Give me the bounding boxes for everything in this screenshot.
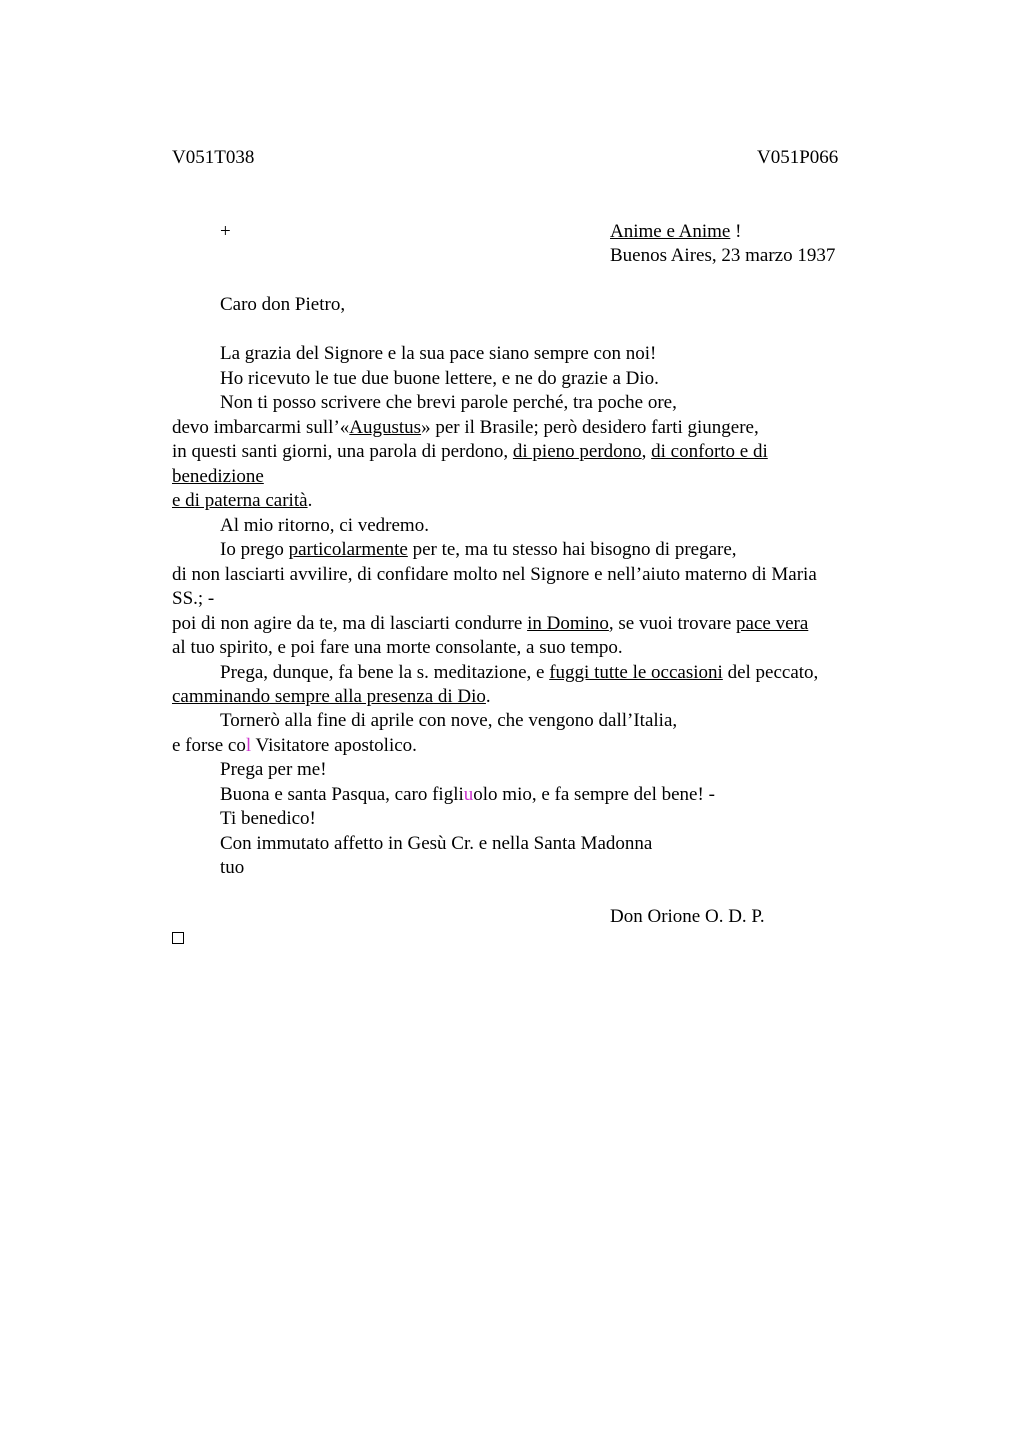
text-span: per te, ma tu stesso hai bisogno di pregare, xyxy=(407,539,737,560)
body-line: Ho ricevuto le tue due buone lettere, e ne do grazie a Dio. xyxy=(220,368,659,389)
highlighted-letter: u xyxy=(463,784,474,805)
text-span: Buona e santa Pasqua, caro figli xyxy=(220,784,464,805)
body-line: Tornerò alla fine di aprile con nove, che vengono dall’Italia, xyxy=(220,710,678,731)
body-line xyxy=(172,489,312,513)
underlined-phrase: e di paterna carità xyxy=(172,490,308,511)
body-line: Prega per me! xyxy=(220,759,327,780)
text-span: . xyxy=(307,490,313,511)
text-span: . xyxy=(485,686,491,707)
text-span: olo mio, e fa sempre del bene! - xyxy=(473,784,715,805)
body-line xyxy=(220,661,818,685)
text-span: Prega, dunque, fa bene la s. meditazione, e xyxy=(220,662,550,683)
body-line xyxy=(172,465,264,489)
body-line: Ti benedico! xyxy=(220,808,316,829)
body-line: La grazia del Signore e la sua pace siano sempre con noi! xyxy=(220,343,657,364)
body-line xyxy=(172,416,759,440)
text-span: , se vuoi trovare xyxy=(608,613,737,634)
text-span: in questi santi giorni, una parola di perdono, xyxy=(172,441,513,462)
underlined-phrase: camminando sempre alla presenza di Dio xyxy=(172,686,486,707)
text-span: Visitatore apostolico. xyxy=(251,735,417,756)
body-line xyxy=(172,440,768,464)
body-line: al tuo spirito, e poi fare una morte consolante, a suo tempo. xyxy=(172,637,623,658)
body-line: Con immutato affetto in Gesù Cr. e nella Santa Madonna xyxy=(220,833,653,854)
text-span: » per il Brasile; però desidero farti giungere, xyxy=(421,417,759,438)
underlined-phrase: pace vera xyxy=(736,613,809,634)
body-line: SS.; - xyxy=(172,588,215,609)
body-line xyxy=(172,612,808,636)
text-span: del peccato, xyxy=(722,662,819,683)
text-span: , xyxy=(641,441,652,462)
motto-end: ! xyxy=(730,221,742,242)
signature: Don Orione O. D. P. xyxy=(610,906,765,927)
body-line: tuo xyxy=(220,857,245,878)
text-span: devo imbarcarmi sull’« xyxy=(172,417,350,438)
document-code-left: V051T038 xyxy=(172,147,255,168)
underlined-phrase: di pieno perdono xyxy=(512,441,642,462)
body-line: di non lasciarti avvilire, di confidare molto nel Signore e nell’aiuto materno di Maria xyxy=(172,564,817,585)
ship-name: Augustus xyxy=(349,417,422,438)
cross-symbol: + xyxy=(220,221,231,242)
text-span: poi di non agire da te, ma di lasciarti condurre xyxy=(172,613,528,634)
salutation: Caro don Pietro, xyxy=(220,294,346,315)
underlined-phrase: particolarmente xyxy=(288,539,408,560)
text-span: Io prego xyxy=(220,539,289,560)
body-line: Non ti posso scrivere che brevi parole perché, tra poche ore, xyxy=(220,392,677,413)
place-date: Buenos Aires, 23 marzo 1937 xyxy=(610,245,836,266)
body-line xyxy=(220,783,715,807)
body-line xyxy=(172,685,491,709)
motto-underlined: Anime e Anime xyxy=(610,221,731,242)
body-line xyxy=(220,538,737,562)
underlined-phrase: di conforto e di xyxy=(651,441,768,462)
underlined-phrase: in Domino xyxy=(527,613,609,634)
body-line: Al mio ritorno, ci vedremo. xyxy=(220,515,429,536)
motto xyxy=(610,220,741,244)
underlined-phrase: fuggi tutte le occasioni xyxy=(549,662,723,683)
text-span: e forse co xyxy=(172,735,246,756)
underlined-phrase: benedizione xyxy=(172,466,264,487)
end-mark-square xyxy=(172,932,184,944)
highlighted-letter: l xyxy=(245,735,252,756)
document-code-right: V051P066 xyxy=(757,147,839,168)
body-line xyxy=(172,734,417,758)
